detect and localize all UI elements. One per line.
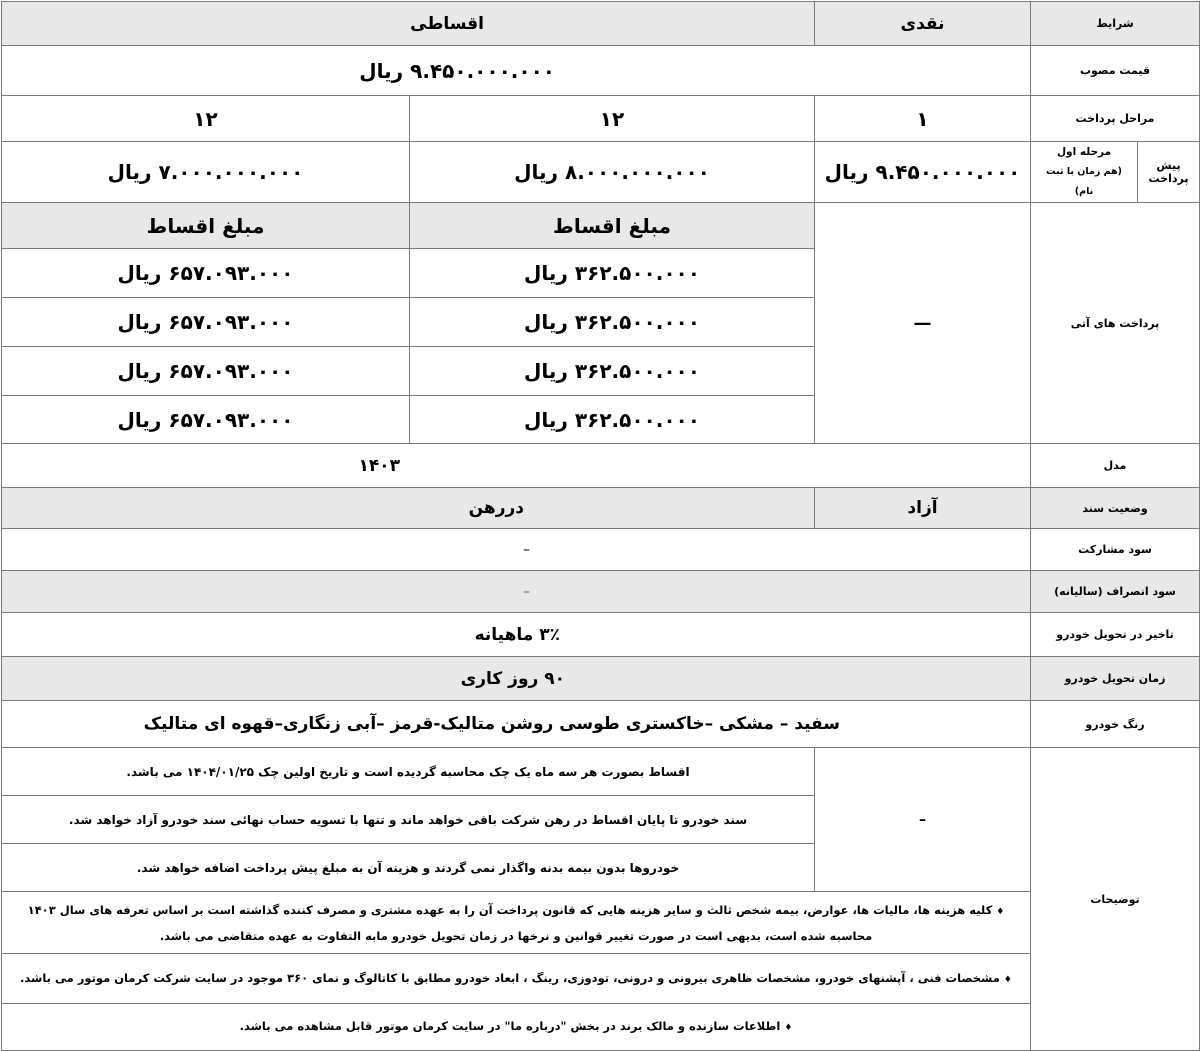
bullet-icon: ♦: [784, 1023, 793, 1033]
first-stage-note: (هم زمان با ثبت نام): [1046, 166, 1122, 197]
participation-profit-value: –: [2, 529, 1031, 571]
participation-profit-label: سود مشارکت: [1031, 529, 1200, 571]
cash-header: نقدی: [815, 2, 1031, 46]
general-note-text: کلیه هزینه ها، مالیات ها، عوارض، بیمه شخص ثالث و سایر هزینه هایی که قانون پرداخت آن را به عهده مشتری و مصرف کننده گذاشته است بر اساس تعرفه های سال ۱۴۰۳ محاسبه شده است، بدیهی است در صورت تغییر قوانین و نرخها در زمان تحویل خودرو مابه التفاوت به عهده متقاضی می باشد.: [27, 902, 993, 943]
document-status-label: وضعیت سند: [1031, 488, 1200, 529]
header-row: [2, 2, 1200, 46]
stages-cash: ۱: [815, 96, 1031, 142]
general-note: [2, 954, 1031, 1004]
installment-b-value: ۶۵۷.۰۹۳.۰۰۰ ریال: [2, 396, 410, 444]
future-cash: —: [815, 203, 1031, 444]
installment-a-value: ۳۶۲.۵۰۰.۰۰۰ ریال: [410, 396, 815, 444]
delivery-delay-row: [2, 613, 1200, 657]
installment-note: اقساط بصورت هر سه ماه یک چک محاسبه گردیده است و تاریخ اولین چک ۱۴۰۴/۰۱/۲۵ می باشد.: [2, 748, 815, 796]
payment-stages-row: [2, 96, 1200, 142]
future-payments-label: پرداخت های آتی: [1031, 203, 1200, 444]
general-note-text: مشخصات فنی ، آپشنهای خودرو، مشخصات ظاهری بیرونی و درونی، تودوزی، رینگ ، ابعاد خودرو مطابق با کاتالوگ و نمای ۳۶۰ موجود در سایت شرکت کرمان موتور می باشد.: [20, 970, 1000, 985]
document-status-row: [2, 488, 1200, 529]
descriptions-label: توضیحات: [1031, 748, 1200, 1051]
stages-installment-a: ۱۲: [410, 96, 815, 142]
prepayment-installment-b: ۷.۰۰۰.۰۰۰.۰۰۰ ریال: [2, 142, 410, 203]
prepayment-label: پیش پرداخت: [1138, 142, 1200, 203]
installment-note: سند خودرو تا پایان اقساط در رهن شرکت باقی خواهد ماند و تنها با تسویه حساب نهائی سند خودرو آزاد خواهد شد.: [2, 796, 815, 844]
cancellation-profit-value: –: [2, 571, 1031, 613]
conditions-table: [1, 1, 1200, 1051]
stages-installment-b: ۱۲: [2, 96, 410, 142]
prepayment-installment-a: ۸.۰۰۰.۰۰۰.۰۰۰ ریال: [410, 142, 815, 203]
delivery-time-row: [2, 657, 1200, 701]
delivery-time-label: زمان تحویل خودرو: [1031, 657, 1200, 701]
installment-amount-header-a: مبلغ اقساط: [410, 203, 815, 249]
car-color-row: [2, 701, 1200, 748]
description-row: [2, 748, 1200, 796]
installment-a-value: ۳۶۲.۵۰۰.۰۰۰ ریال: [410, 298, 815, 347]
price-sheet: [0, 1, 1200, 1047]
installment-b-value: ۶۵۷.۰۹۳.۰۰۰ ریال: [2, 298, 410, 347]
installment-b-value: ۶۵۷.۰۹۳.۰۰۰ ریال: [2, 249, 410, 298]
participation-profit-row: [2, 529, 1200, 571]
cancellation-profit-row: [2, 571, 1200, 613]
payment-stages-label: مراحل پرداخت: [1031, 96, 1200, 142]
installment-b-value: ۶۵۷.۰۹۳.۰۰۰ ریال: [2, 347, 410, 396]
future-payments-row: [2, 203, 1200, 249]
general-note-row: [2, 1004, 1200, 1051]
document-status-installment: دررهن: [2, 488, 815, 529]
approved-price-label: قیمت مصوب: [1031, 46, 1200, 96]
document-status-cash: آزاد: [815, 488, 1031, 529]
installment-a-value: ۳۶۲.۵۰۰.۰۰۰ ریال: [410, 347, 815, 396]
conditions-label: شرایط: [1031, 2, 1200, 46]
general-note-text: اطلاعات سازنده و مالک برند در بخش "درباره ما" در سایت کرمان موتور قابل مشاهده می باشد.: [239, 1019, 781, 1033]
delivery-delay-label: تاخیر در تحویل خودرو: [1031, 613, 1200, 657]
delivery-delay-value: ۳٪ ماهیانه: [2, 613, 1031, 657]
prepayment-cash: ۹.۴۵۰.۰۰۰.۰۰۰ ریال: [815, 142, 1031, 203]
first-stage-label: [1031, 142, 1138, 203]
general-note: [2, 1004, 1031, 1051]
model-row: [2, 444, 1200, 488]
car-color-label: رنگ خودرو: [1031, 701, 1200, 748]
general-note-row: [2, 954, 1200, 1004]
descriptions-cash: –: [815, 748, 1031, 892]
installment-amount-header-b: مبلغ اقساط: [2, 203, 410, 249]
approved-price-row: [2, 46, 1200, 96]
bullet-icon: ♦: [1003, 974, 1012, 985]
prepayment-row: [2, 142, 1200, 203]
installment-note: خودروها بدون بیمه بدنه واگذار نمی گردند و هزینه آن به مبلغ پیش پرداخت اضافه خواهد شد.: [2, 844, 815, 892]
installment-a-value: ۳۶۲.۵۰۰.۰۰۰ ریال: [410, 249, 815, 298]
bullet-icon: ♦: [996, 906, 1005, 917]
first-stage-title: مرحله اول: [1056, 146, 1112, 158]
model-label: مدل: [1031, 444, 1200, 488]
delivery-time-value: ۹۰ روز کاری: [2, 657, 1031, 701]
car-color-value: سفید – مشکی –خاکستری طوسی روشن متالیک-قرمز –آبی زنگاری–قهوه ای متالیک: [2, 701, 1031, 748]
general-note-row: [2, 892, 1200, 954]
approved-price-value: ۹.۴۵۰.۰۰۰.۰۰۰ ریال: [2, 46, 1031, 96]
installment-header: اقساطی: [2, 2, 815, 46]
cancellation-profit-label: سود انصراف (سالیانه): [1031, 571, 1200, 613]
general-note: [2, 892, 1031, 954]
model-value: ۱۴۰۳: [2, 444, 1031, 488]
